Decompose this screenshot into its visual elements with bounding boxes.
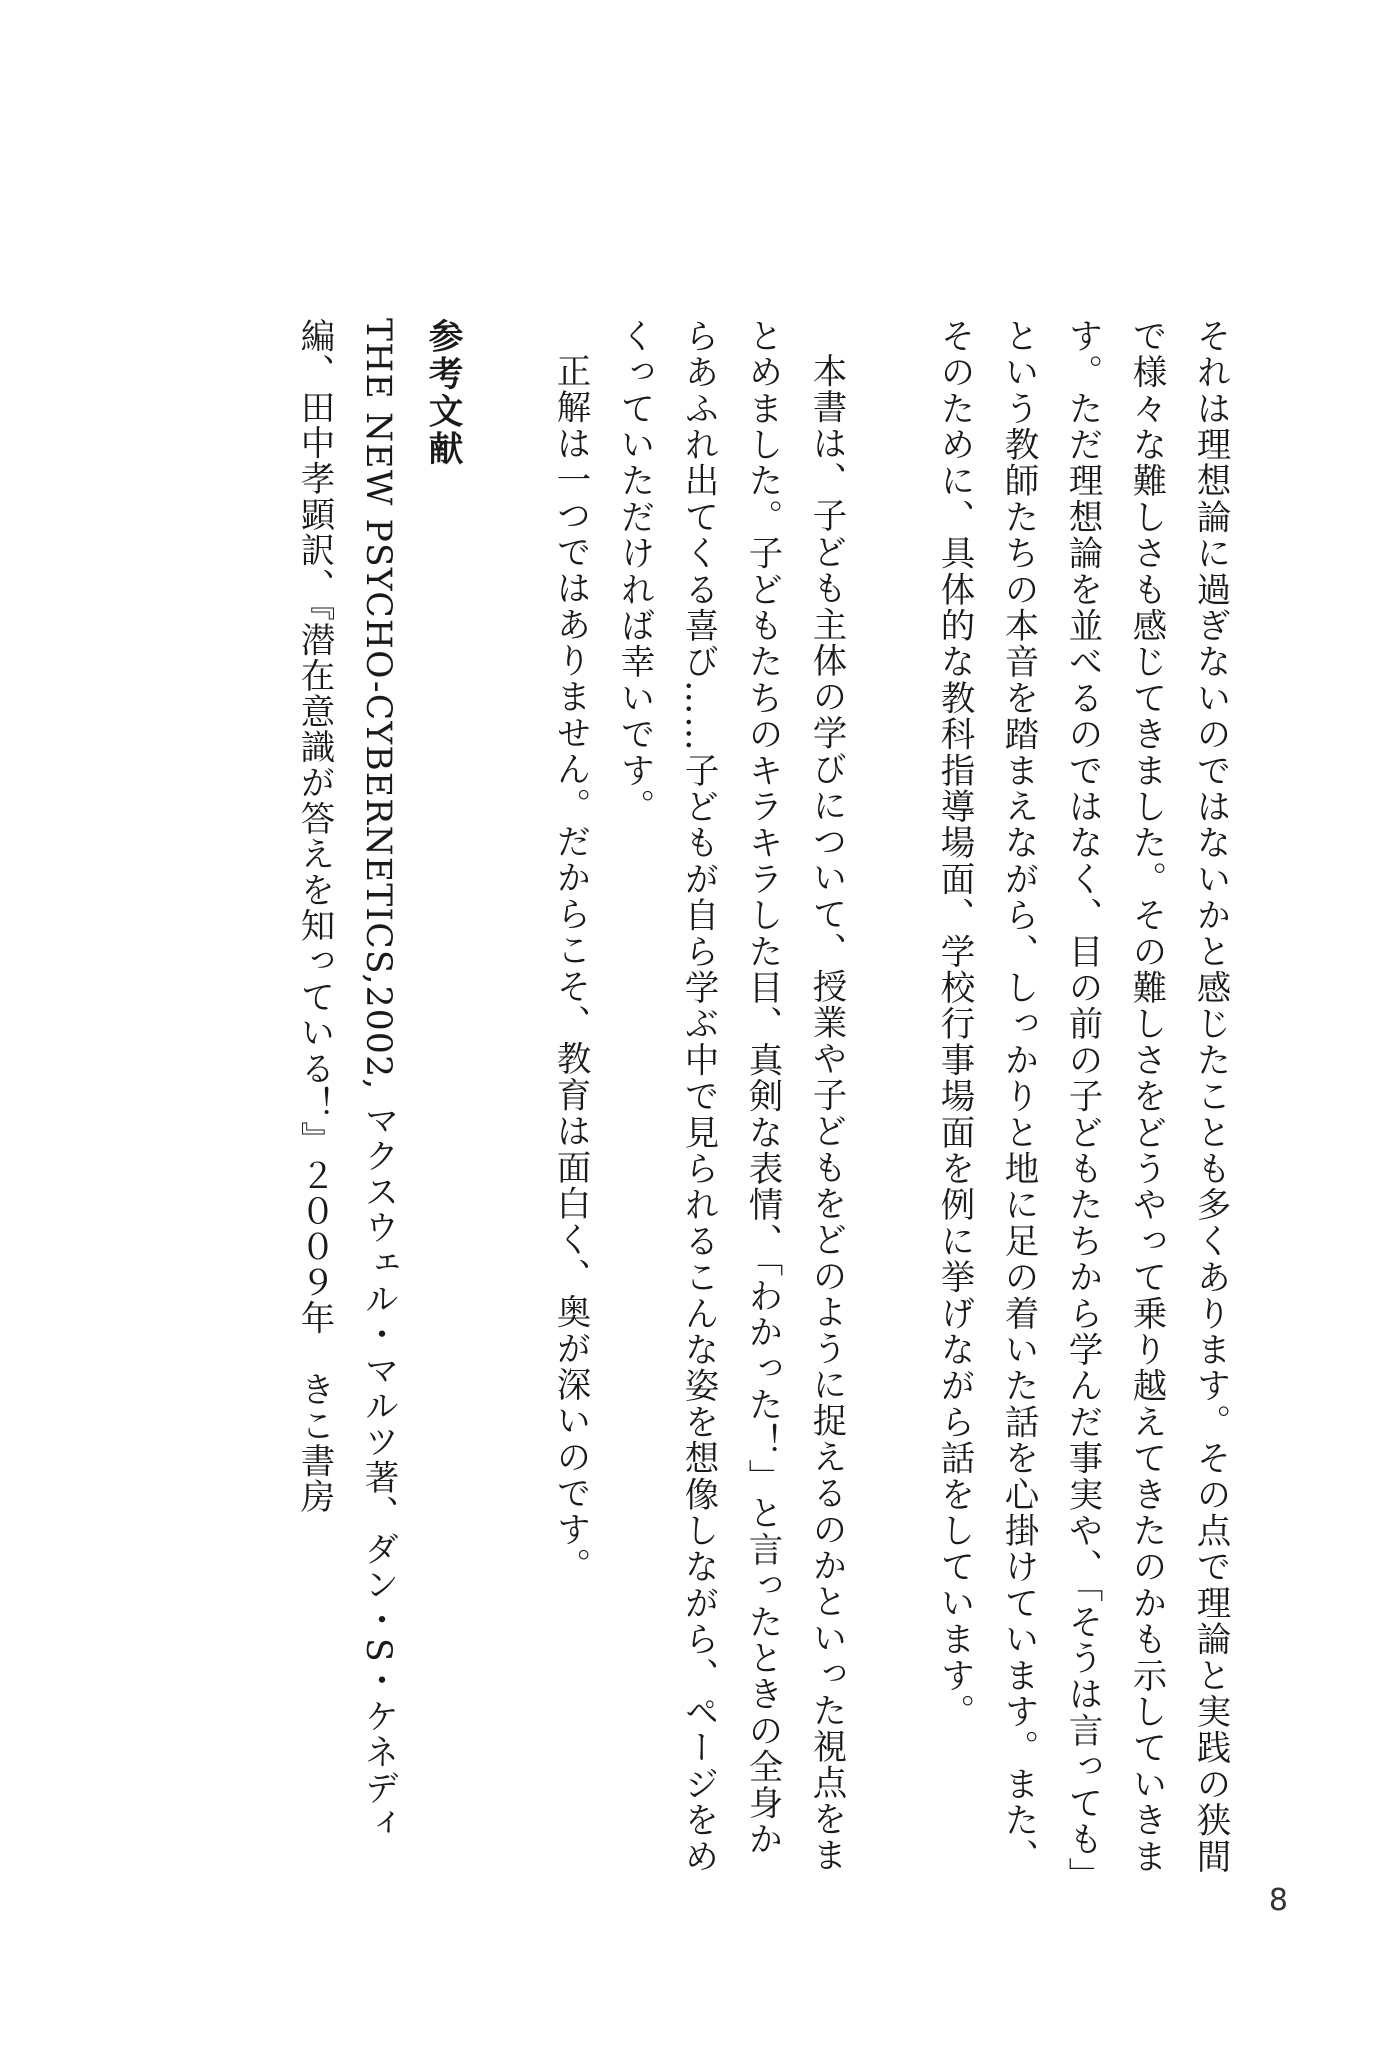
body-paragraph-3: 正解は一つではありません。だからこそ、教育は面白く、奥が深いのです。	[550, 352, 590, 1584]
references-heading: 参考文献	[422, 318, 462, 468]
reference-entry: THE NEW PSYCHO-CYBERNETICS,2002, マクスウェル・マルツ著、ダン・S・ケネディ編、田中孝顕訳、『潜在意識が答えを知っている！』２００９年 きこ書房	[294, 318, 398, 1842]
vertical-text-body	[282, 318, 1242, 1878]
body-paragraph-2: 本書は、子ども主体の学びについて、授業や子どもをどのように捉えるのかといった視点をまとめました。子どもたちのキラキラした目、真剣な表情、「わかった！」と言ったときの全身からあふれ出てくる喜び……子どもが自ら学ぶ中で見られるこんな姿を想像しながら、ページをめくっていただければ幸いです。	[614, 318, 846, 1875]
page-number: 8	[1268, 1883, 1288, 1918]
body-paragraph-1: それは理想論に過ぎないのではないかと感じたことも多くあります。その点で理論と実践の狭間で様々な難しさも感じてきました。その難しさをどうやって乗り越えてきたのかも示していきます。ただ理想論を並べるのではなく、目の前の子どもたちから学んだ事実や、「そうは言っても」という教師たちの本音を踏まえながら、しっかりと地に足の着いた話を心掛けています。また、そのために、具体的な教科指導場面、学校行事場面を例に挙げながら話をしています。	[934, 318, 1230, 1877]
